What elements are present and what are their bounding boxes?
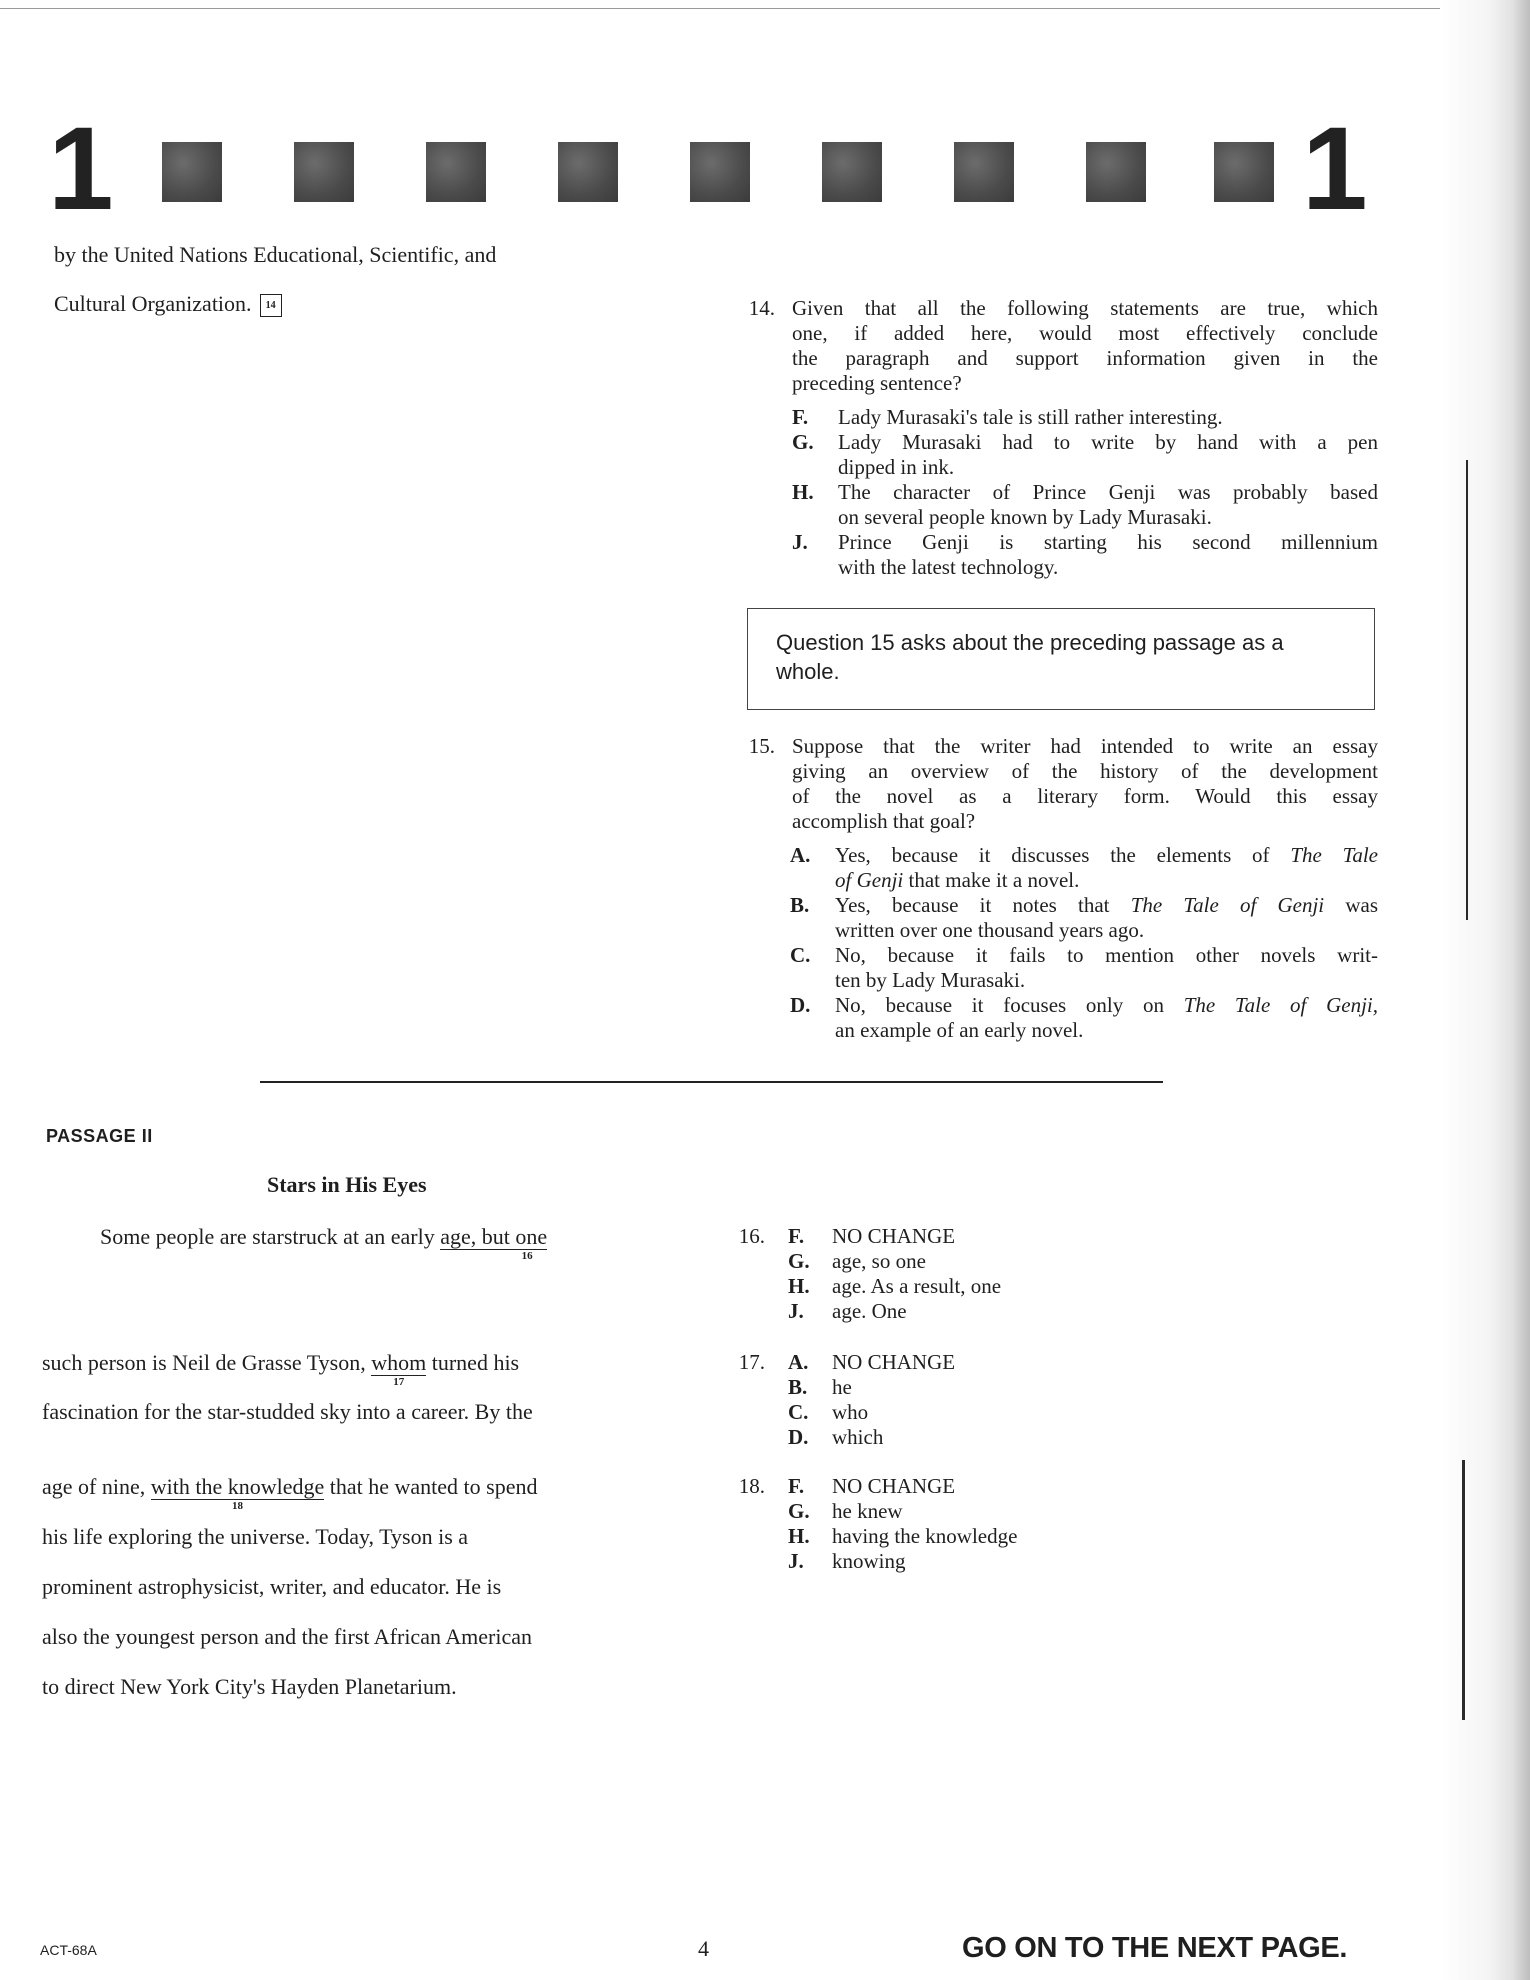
passage-text-line: by the United Nations Educational, Scientific, and — [54, 242, 497, 267]
stem-line: of the novel as a literary form. Would this essay — [792, 784, 1378, 808]
answer-letter[interactable]: F. — [788, 1474, 805, 1498]
underlined-text: age, but one — [440, 1224, 548, 1249]
answer-letter[interactable]: F. — [792, 405, 809, 429]
question-number: 15. — [748, 734, 775, 758]
title-italic: The Tale — [1290, 843, 1378, 867]
stem-line: one, if added here, would most effectively conclude — [792, 321, 1378, 345]
answer-text[interactable]: he — [832, 1375, 852, 1399]
answer-text[interactable] — [838, 480, 1378, 530]
answer-text[interactable]: age. As a result, one — [832, 1274, 1002, 1298]
answer-line: Lady Murasaki had to write by hand with a pen — [838, 430, 1378, 454]
answer-text[interactable]: NO CHANGE — [832, 1474, 956, 1498]
answer-letter[interactable]: H. — [788, 1524, 810, 1548]
answer-text[interactable]: having the knowledge — [832, 1524, 1018, 1548]
header-square — [426, 142, 486, 202]
answer-line: dipped in ink. — [838, 455, 955, 479]
answer-letter[interactable]: J. — [788, 1549, 804, 1573]
stem-line: Suppose that the writer had intended to write an essay — [792, 734, 1378, 758]
underlined-portion-16[interactable] — [440, 1224, 548, 1262]
page-number: 4 — [698, 1936, 709, 1961]
answer-line: The character of Prince Genji was probably based — [838, 480, 1378, 504]
answer-letter[interactable]: G. — [788, 1499, 810, 1523]
answer-line — [835, 843, 1378, 868]
answer-letter[interactable]: D. — [790, 993, 811, 1017]
title-italic: The Tale of Genji — [1130, 893, 1325, 917]
header-squares — [162, 142, 1282, 202]
answer-letter[interactable]: H. — [788, 1274, 810, 1298]
answer-text[interactable] — [835, 843, 1378, 893]
answer-letter[interactable]: D. — [788, 1425, 809, 1449]
answer-line — [835, 868, 1378, 893]
passage-text: age of nine, — [42, 1474, 151, 1499]
answer-text[interactable]: knowing — [832, 1549, 906, 1573]
answer-text[interactable] — [835, 943, 1378, 993]
answer-text[interactable] — [835, 993, 1378, 1043]
scan-shadow — [1440, 0, 1530, 1980]
question-stem — [792, 296, 1378, 396]
answer-text[interactable]: age, so one — [832, 1249, 926, 1273]
go-on-instruction: GO ON TO THE NEXT PAGE. — [962, 1932, 1348, 1964]
passage-text: that he wanted to spend — [324, 1474, 538, 1499]
underlined-portion-17[interactable] — [371, 1350, 427, 1388]
passage-text: such person is Neil de Grasse Tyson, — [42, 1350, 372, 1375]
question-marker-box: 14 — [260, 294, 282, 317]
answer-line: ten by Lady Murasaki. — [835, 968, 1026, 992]
answer-fragment: Yes, because it discusses the elements of — [835, 843, 1291, 867]
answer-text[interactable]: NO CHANGE — [832, 1350, 956, 1374]
passage-text-line: prominent astrophysicist, writer, and educator. He is — [42, 1574, 502, 1599]
passage-text: Cultural Organization. — [54, 291, 252, 316]
question-stem — [792, 734, 1378, 834]
answer-text[interactable] — [838, 530, 1378, 580]
passage-text: turned his — [426, 1350, 520, 1375]
passage-text-line: also the youngest person and the first African American — [42, 1624, 532, 1649]
underline-question-number: 18 — [232, 1500, 243, 1512]
answer-text[interactable]: age. One — [832, 1299, 907, 1323]
header-square — [822, 142, 882, 202]
answer-letter[interactable]: H. — [792, 480, 814, 504]
answer-text[interactable]: he knew — [832, 1499, 903, 1523]
answer-letter[interactable]: B. — [788, 1375, 808, 1399]
passage-text-line: fascination for the star-studded sky into a career. By the — [42, 1399, 533, 1424]
passage-text-line — [42, 1474, 538, 1512]
answer-letter[interactable]: G. — [788, 1249, 810, 1273]
answer-fragment: was — [1324, 893, 1379, 917]
answer-line: written over one thousand years ago. — [835, 918, 1145, 942]
header-square — [294, 142, 354, 202]
underline-question-number: 17 — [393, 1376, 405, 1388]
passage-text-line — [100, 1224, 548, 1262]
answer-line: No, because it fails to mention other novels writ- — [835, 943, 1378, 967]
passage-text-line — [42, 1350, 520, 1388]
answer-letter[interactable]: B. — [790, 893, 810, 917]
answer-line — [835, 993, 1378, 1018]
question-number: 14. — [748, 296, 775, 320]
underlined-text: with the knowledge — [150, 1474, 325, 1499]
question-number: 16. — [738, 1224, 765, 1248]
answer-text[interactable]: which — [832, 1425, 884, 1449]
answer-line — [835, 893, 1378, 918]
answer-text[interactable] — [835, 893, 1378, 943]
answer-text[interactable]: who — [832, 1400, 869, 1424]
answer-text[interactable]: NO CHANGE — [832, 1224, 956, 1248]
form-code: ACT-68A — [40, 1942, 97, 1958]
stem-line: accomplish that goal? — [792, 809, 976, 833]
answer-letter[interactable]: J. — [792, 530, 808, 554]
passage-title: Stars in His Eyes — [267, 1172, 427, 1197]
answer-letter[interactable]: G. — [792, 430, 814, 454]
scan-edge-line — [1462, 1460, 1465, 1720]
answer-line: with the latest technology. — [838, 555, 1059, 579]
answer-line: on several people known by Lady Murasaki. — [838, 505, 1212, 529]
underline-question-number: 16 — [521, 1250, 533, 1262]
header-square — [162, 142, 222, 202]
answer-fragment: Yes, because it notes that — [835, 893, 1131, 917]
answer-fragment: No, because it focuses only on — [835, 993, 1184, 1017]
answer-letter[interactable]: A. — [790, 843, 811, 867]
passage-text-line: his life exploring the universe. Today, Tyson is a — [42, 1524, 469, 1549]
section-divider — [260, 1081, 1163, 1083]
header-square — [558, 142, 618, 202]
passage-text-line: to direct New York City's Hayden Planetarium. — [42, 1674, 457, 1699]
section-number-left: 1 — [48, 103, 114, 235]
title-italic: of Genji — [835, 868, 904, 892]
answer-fragment: that make it a novel. — [903, 868, 1080, 892]
stem-line: giving an overview of the history of the development — [792, 759, 1378, 783]
underlined-text: whom — [371, 1350, 427, 1375]
header-square — [1214, 142, 1274, 202]
scan-edge-line — [1466, 460, 1468, 920]
stem-line: preceding sentence? — [792, 371, 962, 395]
answer-letter[interactable]: A. — [788, 1350, 809, 1374]
question-number: 17. — [738, 1350, 765, 1374]
question-number: 18. — [738, 1474, 765, 1498]
answer-line: Prince Genji is starting his second millennium — [838, 530, 1378, 554]
stem-line: Given that all the following statements are true, which — [792, 296, 1378, 320]
title-italic: The Tale of Genji, — [1183, 993, 1378, 1017]
stem-line: the paragraph and support information given in the — [792, 346, 1378, 370]
header-square — [954, 142, 1014, 202]
answer-text[interactable]: Lady Murasaki's tale is still rather interesting. — [838, 405, 1223, 429]
answer-letter[interactable]: J. — [788, 1299, 804, 1323]
scan-top-rule — [0, 8, 1530, 9]
header-square — [690, 142, 750, 202]
header-square — [1086, 142, 1146, 202]
underlined-portion-18[interactable] — [150, 1474, 325, 1512]
instruction-box: Question 15 asks about the preceding passage as a whole. — [747, 608, 1375, 710]
answer-line: an example of an early novel. — [835, 1018, 1084, 1042]
answer-letter[interactable]: C. — [788, 1400, 809, 1424]
passage-text-line — [54, 291, 282, 317]
passage-text: Some people are starstruck at an early — [100, 1224, 441, 1249]
answer-letter[interactable]: C. — [790, 943, 811, 967]
passage-label: PASSAGE II — [46, 1126, 153, 1146]
section-number-right: 1 — [1302, 103, 1368, 235]
answer-letter[interactable]: F. — [788, 1224, 805, 1248]
answer-text[interactable] — [838, 430, 1378, 480]
